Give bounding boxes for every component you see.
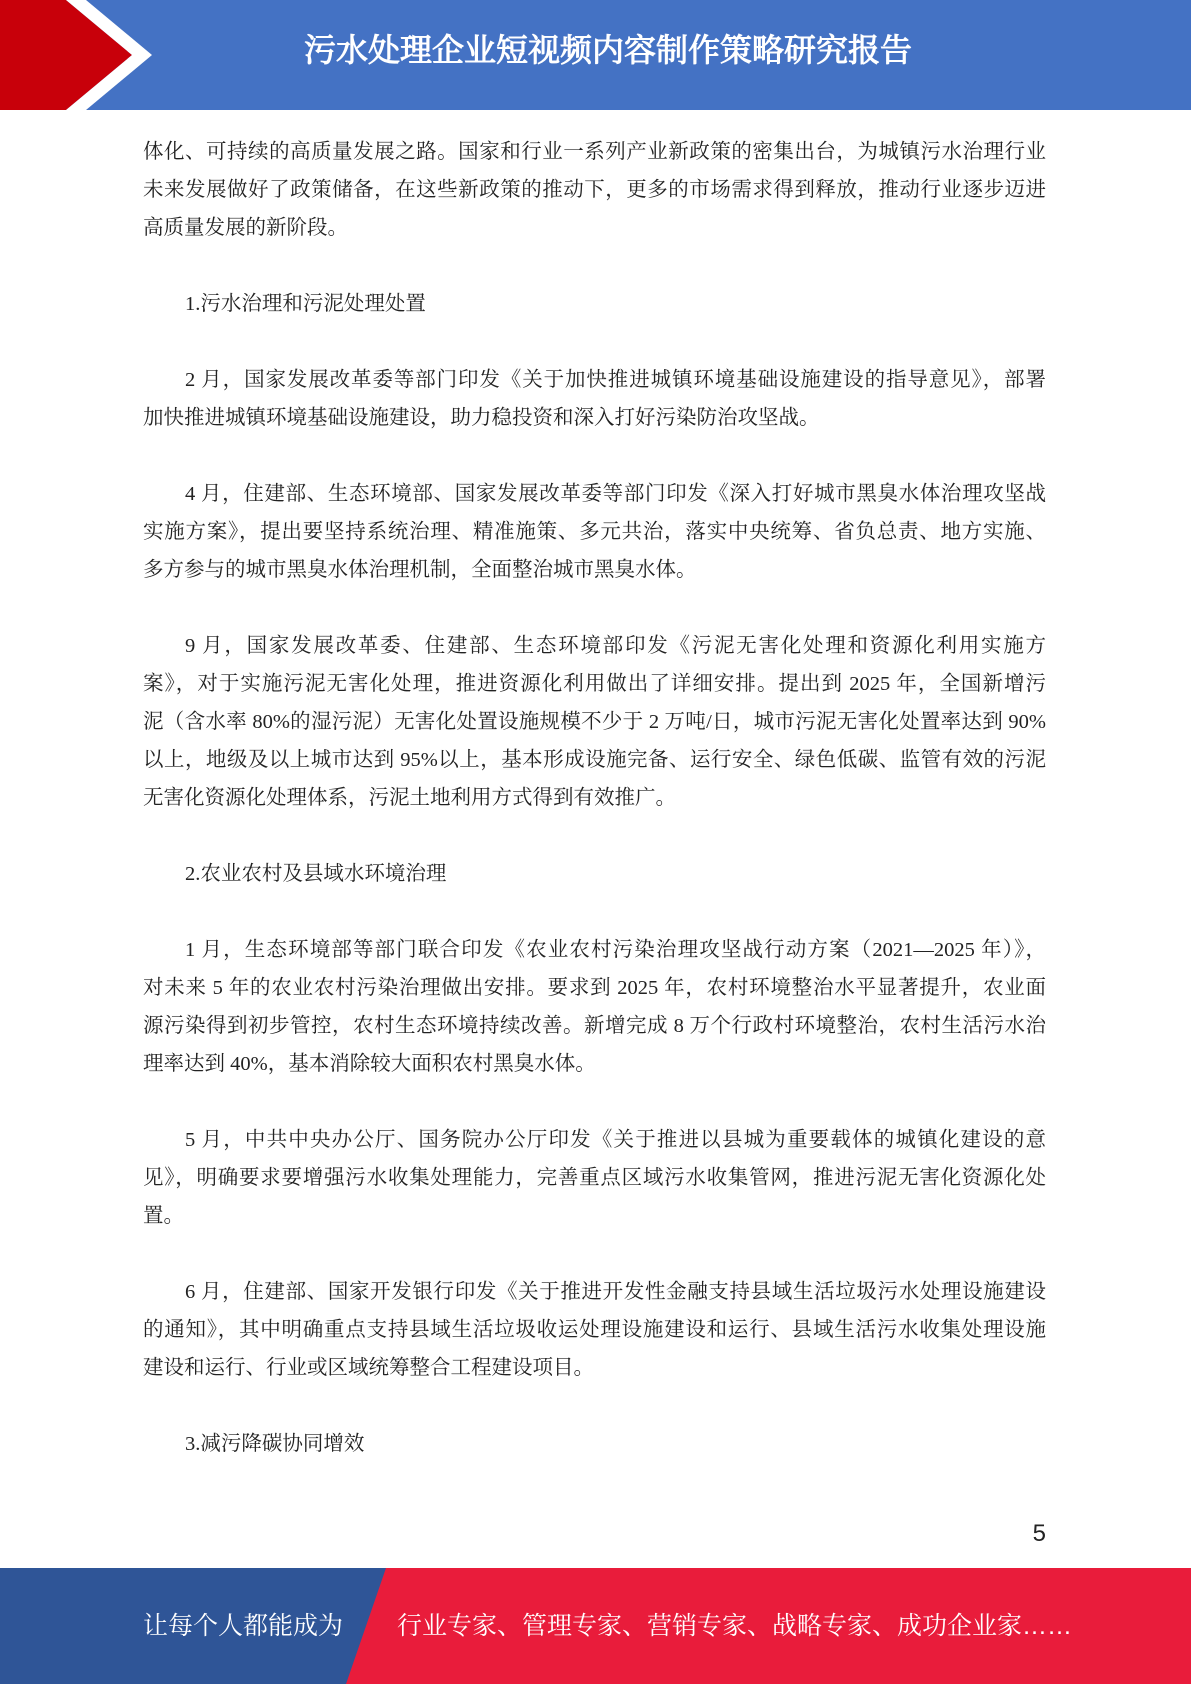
- section-heading: 3.减污降碳协同增效: [185, 1433, 365, 1455]
- paragraph-line: 未来发展做好了政策储备，在这些新政策的推动下，更多的市场需求得到释放，推动行业逐步迈进: [143, 179, 1046, 201]
- paragraph-line: 见》，明确要求要增强污水收集处理能力，完善重点区域污水收集管网，推进污泥无害化资源化处: [143, 1167, 1046, 1189]
- paragraph-line: 的通知》，其中明确重点支持县域生活垃圾收运处理设施建设和运行、县域生活污水收集处理设施: [143, 1319, 1046, 1341]
- policy-paragraph: [143, 1273, 1046, 1387]
- report-title: 污水处理企业短视频内容制作策略研究报告: [304, 32, 913, 68]
- paragraph-line: 实施方案》，提出要坚持系统治理、精准施策、多元共治，落实中央统筹、省负总责、地方实施、: [143, 521, 1046, 543]
- policy-paragraph: [143, 931, 1046, 1083]
- paragraph-line: 高质量发展的新阶段。: [143, 217, 348, 239]
- section-heading: 1.污水治理和污泥处理处置: [185, 293, 426, 315]
- paragraph-line: 理率达到 40%，基本消除较大面积农村黑臭水体。: [143, 1053, 596, 1075]
- page-footer: [0, 1568, 1191, 1684]
- paragraph-line: 4 月，住建部、生态环境部、国家发展改革委等部门印发《深入打好城市黑臭水体治理攻坚战: [185, 483, 1046, 505]
- footer-slogan-lead: 让每个人都能成为: [143, 1612, 344, 1640]
- paragraph-line: 建设和运行、行业或区域统筹整合工程建设项目。: [143, 1357, 594, 1379]
- section-heading: 2.农业农村及县域水环境治理: [185, 863, 447, 885]
- paragraph-line: 源污染得到初步管控，农村生态环境持续改善。新增完成 8 万个行政村环境整治，农村生活污水治: [143, 1015, 1046, 1037]
- section-heading-1: [143, 285, 1046, 323]
- paragraph-line: 泥（含水率 80%的湿污泥）无害化处置设施规模不少于 2 万吨/日，城市污泥无害化处置率达到 90%: [143, 711, 1046, 733]
- paragraph-line: 置。: [143, 1205, 184, 1227]
- section-heading-2: [143, 855, 1046, 893]
- policy-paragraph: [143, 361, 1046, 437]
- section-heading-3: [143, 1425, 1046, 1463]
- paragraph-line: 无害化资源化处理体系，污泥土地利用方式得到有效推广。: [143, 787, 676, 809]
- policy-paragraph: [143, 1121, 1046, 1235]
- footer-slogan-roles: 行业专家、管理专家、营销专家、战略专家、成功企业家……: [397, 1612, 1073, 1640]
- paragraph-line: 9 月，国家发展改革委、住建部、生态环境部印发《污泥无害化处理和资源化利用实施方: [185, 635, 1046, 657]
- paragraph-line: 加快推进城镇环境基础设施建设，助力稳投资和深入打好污染防治攻坚战。: [143, 407, 820, 429]
- intro-paragraph: [143, 133, 1046, 247]
- paragraph-line: 对未来 5 年的农业农村污染治理做出安排。要求到 2025 年，农村环境整治水平显著提升，农业面: [143, 977, 1046, 999]
- paragraph-line: 1 月，生态环境部等部门联合印发《农业农村污染治理攻坚战行动方案（2021—2025 年）》，: [185, 939, 1046, 961]
- policy-paragraph: [143, 475, 1046, 589]
- paragraph-line: 多方参与的城市黑臭水体治理机制，全面整治城市黑臭水体。: [143, 559, 697, 581]
- report-body: [143, 133, 1046, 1501]
- paragraph-line: 2 月，国家发展改革委等部门印发《关于加快推进城镇环境基础设施建设的指导意见》，部署: [185, 369, 1046, 391]
- page-header: [0, 0, 1191, 110]
- paragraph-line: 5 月，中共中央办公厅、国务院办公厅印发《关于推进以县城为重要载体的城镇化建设的意: [185, 1129, 1046, 1151]
- paragraph-line: 体化、可持续的高质量发展之路。国家和行业一系列产业新政策的密集出台，为城镇污水治理行业: [143, 141, 1046, 163]
- page-number: 5: [1032, 1520, 1046, 1547]
- paragraph-line: 6 月，住建部、国家开发银行印发《关于推进开发性金融支持县域生活垃圾污水处理设施建设: [185, 1281, 1046, 1303]
- policy-paragraph: [143, 627, 1046, 817]
- paragraph-line: 案》，对于实施污泥无害化处理，推进资源化利用做出了详细安排。提出到 2025 年，全国新增污: [143, 673, 1046, 695]
- paragraph-line: 以上，地级及以上城市达到 95%以上，基本形成设施完备、运行安全、绿色低碳、监管有效的污泥: [143, 749, 1046, 771]
